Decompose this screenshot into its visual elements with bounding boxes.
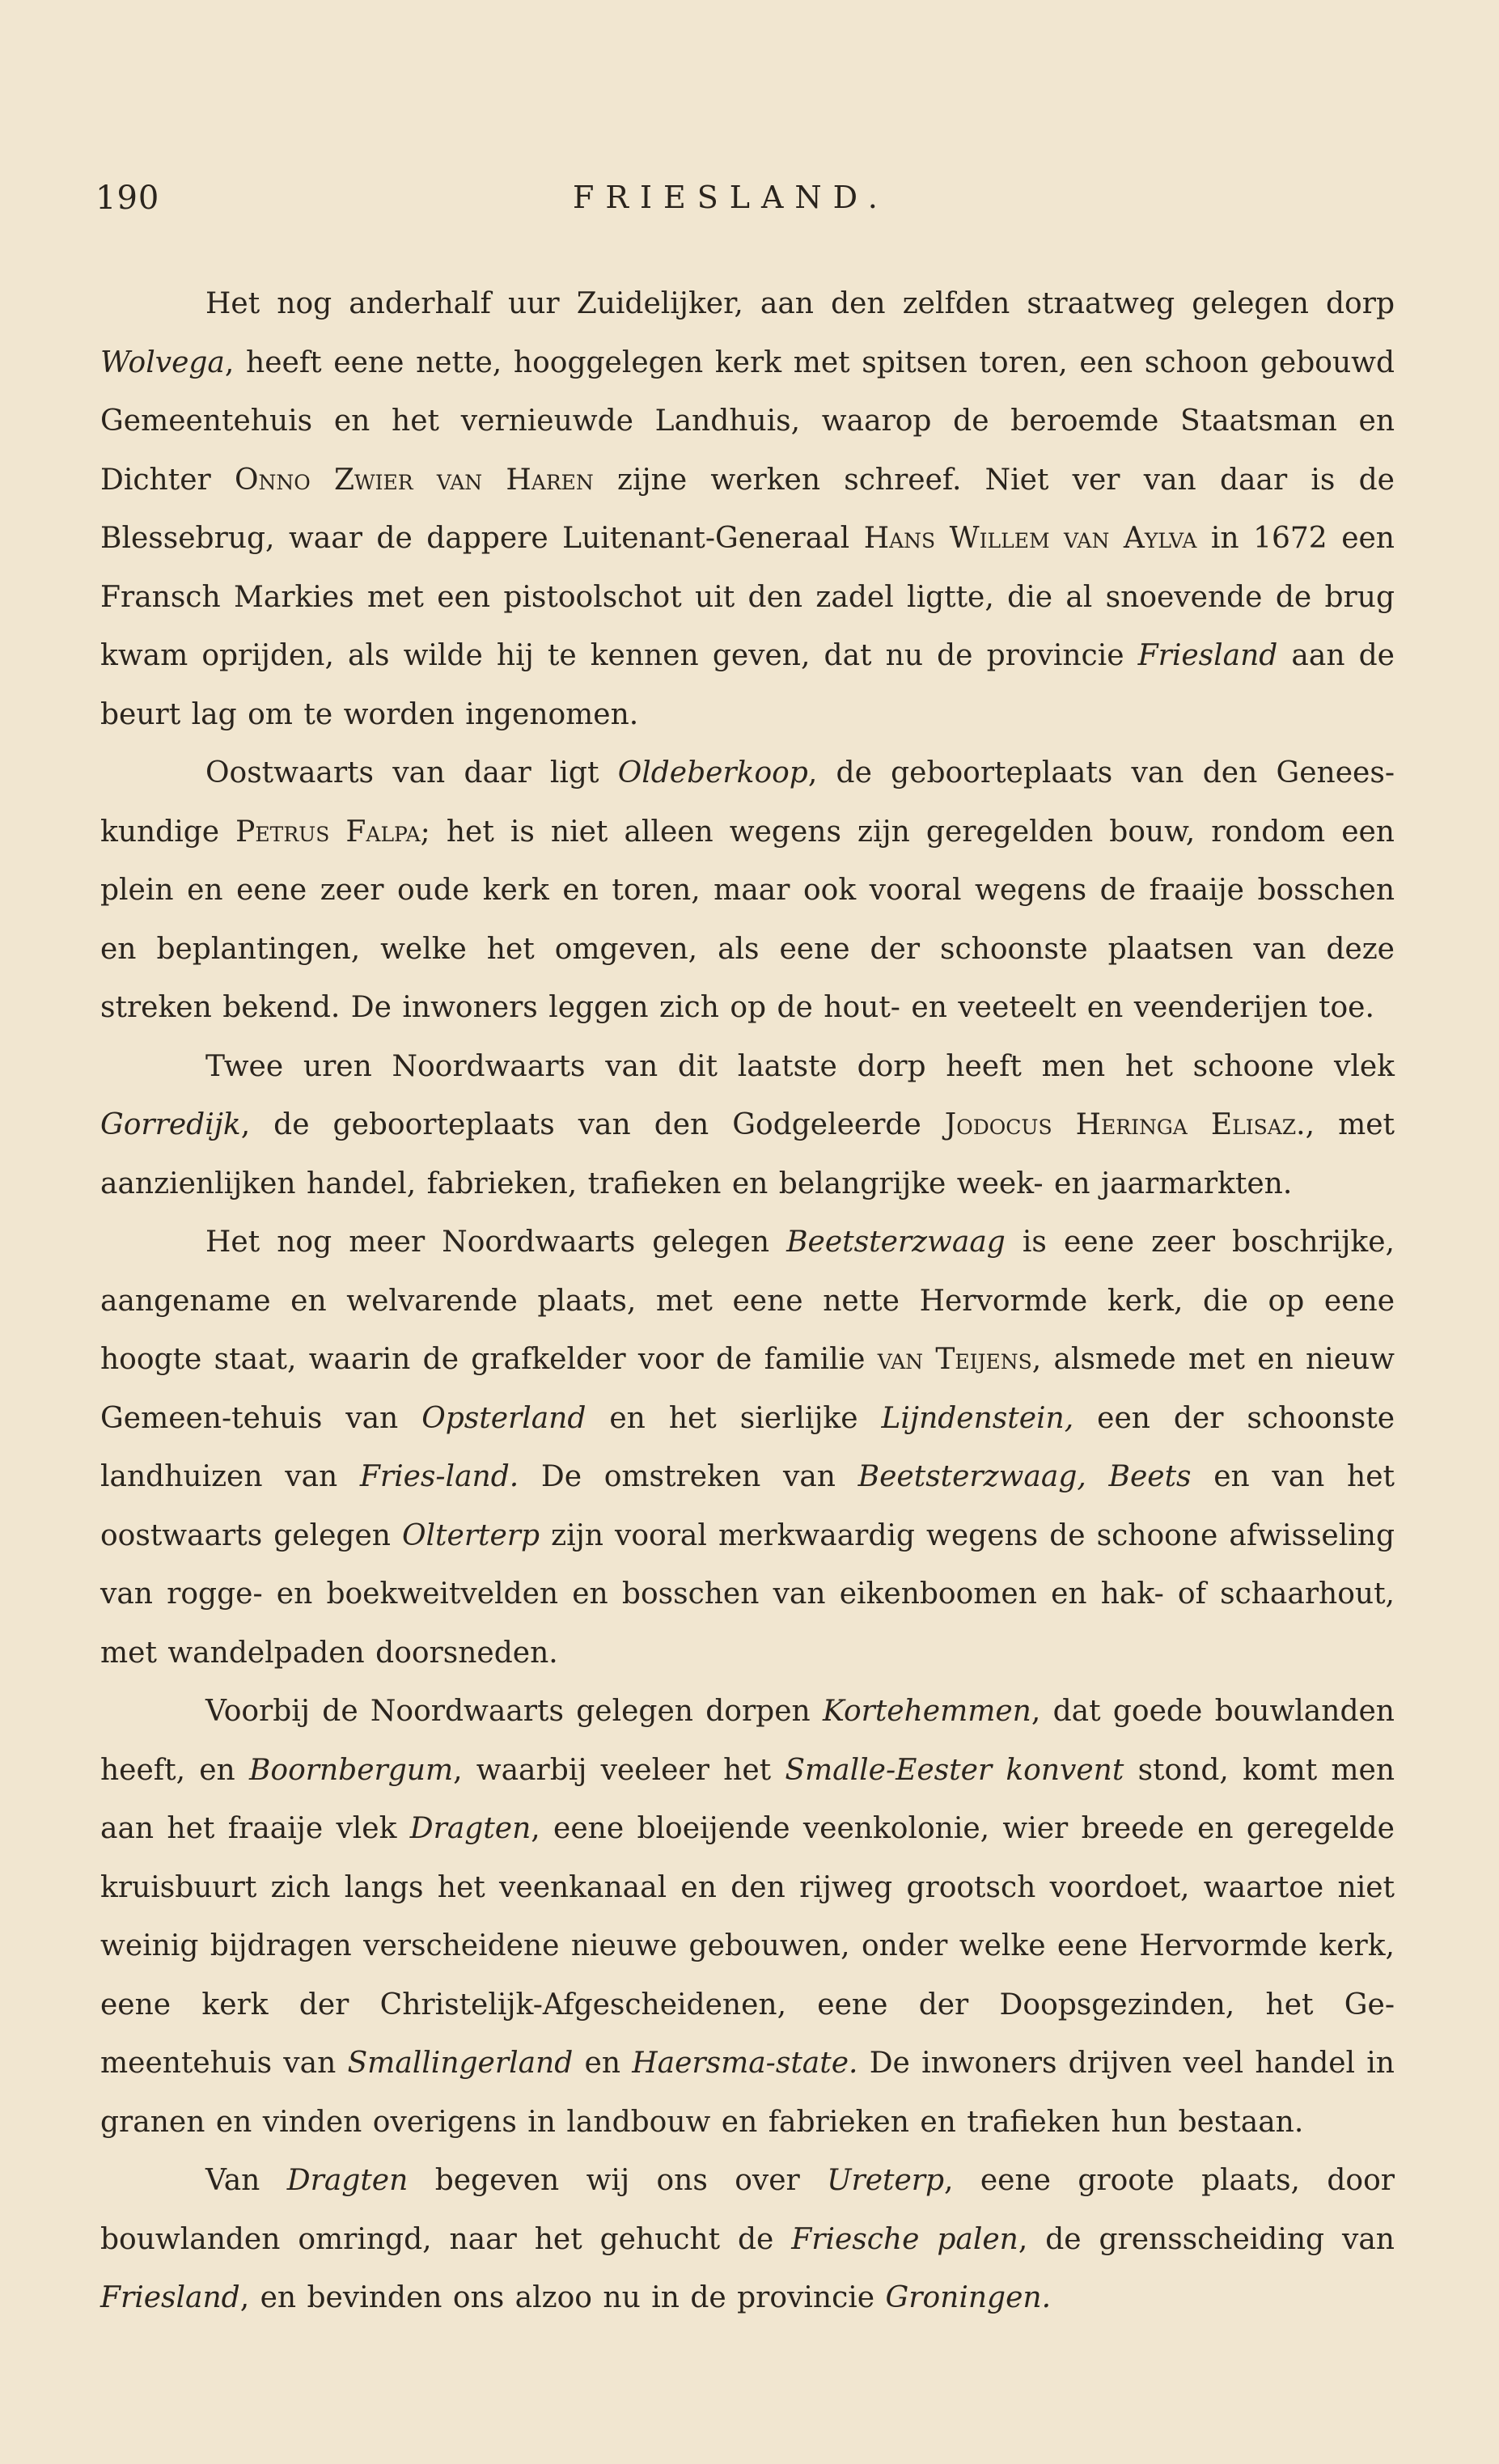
text-run: aan de beurt lag om te worden ingenomen. [100, 639, 1395, 731]
place-name: Ureterp [827, 2164, 945, 2197]
place-name: Dragten [286, 2164, 409, 2197]
paragraph [100, 2152, 1395, 2328]
text-run: , de geboorteplaats van den Godgeleerde [240, 1108, 945, 1141]
text-run: , heeft eene nette, hooggelegen kerk met spitsen toren, een schoon gebouwd Gemeentehuis en het vernieuwde Landhuis, waarop de beroemde Staatsman en Dichter [100, 345, 1395, 497]
place-name: Beetsterzwaag, Beets [857, 1460, 1192, 1493]
place-name: Beetsterzwaag [786, 1226, 1006, 1259]
text-run: , met aanzienlijken handel, fabrieken, trafieken en belangrijke week- en jaarmarkten. [100, 1108, 1395, 1200]
paragraph [100, 1038, 1395, 1214]
text-run: De inwoners drijven veel handel in granen en vinden overigens in landbouw en fabrieken en trafieken hun bestaan. [100, 2047, 1395, 2139]
text-run: , alsmede met en nieuw Gemeen-tehuis van [100, 1343, 1395, 1435]
place-name: Friesche palen [791, 2222, 1018, 2256]
place-name: Kortehemmen [823, 1695, 1031, 1728]
text-run: Twee uren Noordwaarts van dit laatste dorp heeft men het schoone vlek [205, 1049, 1395, 1083]
person-name: Hans Willem van Aylva [863, 522, 1197, 555]
person-name: Jodocus Heringa Elisaz. [944, 1108, 1306, 1141]
running-title: FRIESLAND. [573, 180, 889, 215]
person-name: Petrus Falpa [235, 815, 421, 849]
place-name: Smalle-Eester konvent [785, 1753, 1124, 1787]
page-header [95, 180, 1390, 228]
place-name: Groningen. [885, 2281, 1052, 2314]
place-name: Fries-land. [359, 1460, 519, 1493]
place-name: Friesland [100, 2281, 240, 2314]
text-run: , eene bloeijende veenkolonie, wier breede en geregelde kruisbuurt zich langs het veenkanaal en den rijweg grootsch voordoet, waartoe niet weinig bijdragen verscheidene nieuwe gebouwen, onder welke eene Hervormde kerk, eene kerk der Christelijk-Afgescheidenen, eene der Doopsgezinden, het Ge-meentehuis van [100, 1812, 1395, 2080]
text-run: een der schoonste landhuizen van [100, 1401, 1395, 1493]
text-run: is eene zeer boschrijke, aangename en welvarende plaats, met eene nette Hervormde kerk, die op eene hoogte staat, waarin de grafkelder voor de familie [100, 1226, 1395, 1376]
text-run: ; het is niet alleen wegens zijn geregelden bouw, rondom een plein en eene zeer oude kerk en toren, maar ook vooral wegens de fraaije bosschen en beplantingen, welke het omgeven, als eene der schoonste plaatsen van deze streken bekend. De inwoners leggen zich op de hout- en veeteelt en veenderijen toe. [100, 815, 1395, 1024]
text-run: , waarbij veeleer het [453, 1753, 785, 1787]
text-run: Van [205, 2164, 287, 2197]
place-name: Gorredijk [100, 1108, 241, 1141]
place-name: Smallingerland [347, 2047, 574, 2080]
text-run: , de geboorteplaats van den Genees-kundige [100, 756, 1395, 849]
text-run: en het sierlijke [586, 1401, 882, 1435]
place-name: Wolvega [100, 345, 225, 379]
place-name: Haersma-state. [632, 2047, 858, 2080]
paragraph [100, 744, 1395, 1038]
paragraph [100, 1213, 1395, 1683]
text-run: Oostwaarts van daar ligt [205, 756, 618, 790]
place-name: Dragten [409, 1812, 531, 1845]
text-run: zijne werken schreef. Niet ver van daar is de Blessebrug, waar de dappere Luitenant-Generaal [100, 463, 1395, 555]
page-number: 190 [95, 180, 160, 217]
text-run: Het nog meer Noordwaarts gelegen [205, 1226, 787, 1259]
person-name: Onno Zwier van Haren [234, 463, 594, 497]
text-run: , en bevinden ons alzoo nu in de provincie [239, 2281, 886, 2314]
body-text [100, 275, 1395, 2328]
person-name: van Teijens [877, 1343, 1032, 1376]
place-name: Opsterland [421, 1401, 586, 1435]
place-name: Lijndenstein, [881, 1401, 1074, 1435]
text-run: begeven wij ons over [408, 2164, 828, 2197]
text-run: zijn vooral merkwaardig wegens de schoone afwisseling van rogge- en boekweitvelden en bosschen van eikenboomen en hak- of schaarhout, met wandelpaden doorsneden. [100, 1518, 1395, 1670]
text-run: en van het oostwaarts gelegen [100, 1460, 1395, 1552]
text-run: De omstreken van [519, 1460, 858, 1493]
text-run: stond, komt men aan het fraaije vlek [100, 1753, 1395, 1845]
text-run: Voorbij de Noordwaarts gelegen dorpen [205, 1695, 824, 1728]
place-name: Olterterp [402, 1518, 540, 1552]
place-name: Friesland [1137, 639, 1278, 672]
paragraph [100, 1683, 1395, 2152]
paragraph [100, 275, 1395, 744]
place-name: Oldeberkoop [617, 756, 808, 790]
text-run: en [573, 2047, 633, 2080]
text-run: in 1672 een Fransch Markies met een pistoolschot uit den zadel ligtte, die al snoevende de brug kwam oprijden, als wilde hij te kennen geven, dat nu de provincie [100, 522, 1395, 672]
text-run: , dat goede bouwlanden heeft, en [100, 1695, 1395, 1787]
text-run: , eene groote plaats, door bouwlanden omringd, naar het gehucht de [100, 2164, 1395, 2256]
place-name: Boornbergum [248, 1753, 454, 1787]
text-run: , de grensscheiding van [1018, 2222, 1395, 2256]
text-run: Het nog anderhalf uur Zuidelijker, aan den zelfden straatweg gelegen dorp [205, 287, 1395, 320]
